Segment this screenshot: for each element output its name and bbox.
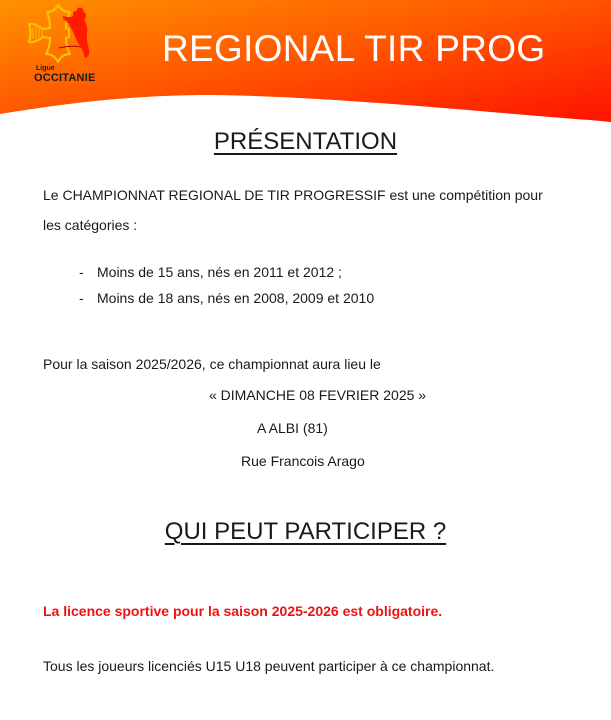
category-text: Moins de 15 ans, nés en 2011 et 2012 ; <box>97 264 342 280</box>
intro-line-1: Le CHAMPIONNAT REGIONAL DE TIR PROGRESSIF est une compétition pour <box>43 187 543 203</box>
event-date: « DIMANCHE 08 FEVRIER 2025 » <box>209 387 427 403</box>
bullet-dash: - <box>79 264 84 280</box>
occitan-cross-icon <box>25 2 105 72</box>
logo-ligue-text: Ligue <box>36 65 55 72</box>
category-item <box>79 264 342 280</box>
licence-notice: La licence sportive pour la saison 2025-2026 est obligatoire. <box>43 603 443 619</box>
presentation-heading: PRÉSENTATION <box>213 128 398 155</box>
category-text: Moins de 18 ans, nés en 2008, 2009 et 2010 <box>97 290 375 306</box>
participation-heading: QUI PEUT PARTICIPER ? <box>164 518 447 545</box>
bullet-dash: - <box>79 290 84 306</box>
header-banner <box>0 0 611 122</box>
event-city: A ALBI (81) <box>257 420 328 436</box>
page-title: REGIONAL TIR PROG <box>162 28 546 69</box>
logo-occitanie-text: OCCITANIE <box>34 72 96 84</box>
season-line: Pour la saison 2025/2026, ce championnat aura lieu le <box>43 356 381 372</box>
event-street: Rue Francois Arago <box>241 453 365 469</box>
intro-line-2: les catégories : <box>43 217 138 233</box>
category-item <box>79 290 374 306</box>
eligibility-text: Tous les joueurs licenciés U15 U18 peuvent participer à ce championnat. <box>43 658 495 674</box>
